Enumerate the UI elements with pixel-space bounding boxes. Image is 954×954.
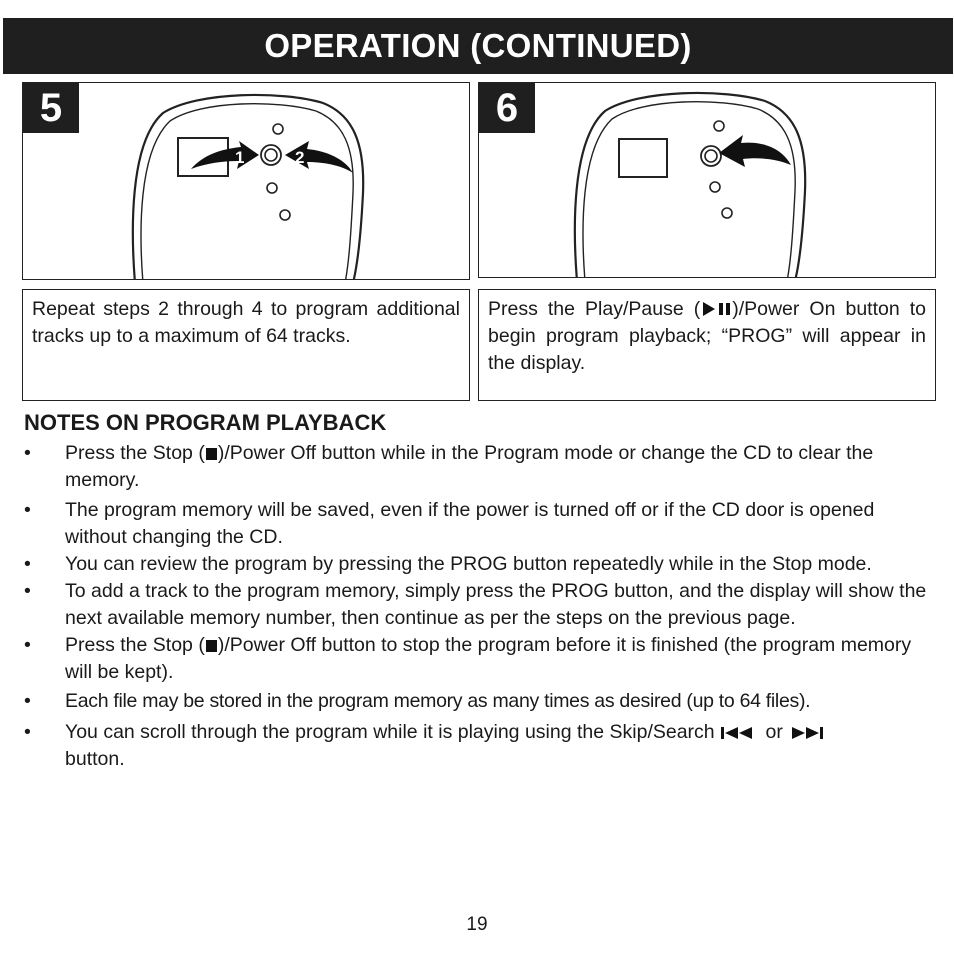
skip-back-icon bbox=[720, 726, 760, 740]
step-5-illustration bbox=[22, 82, 470, 280]
arrow-icon bbox=[719, 135, 791, 167]
button-icon bbox=[265, 149, 277, 161]
button-icon bbox=[267, 183, 277, 193]
step-6-text-before: Press the Play/Pause ( bbox=[488, 298, 701, 320]
play-pause-icon bbox=[700, 301, 732, 317]
bullet-icon: • bbox=[24, 690, 31, 712]
stop-icon bbox=[205, 639, 218, 653]
player-outline-inner bbox=[141, 104, 353, 280]
list-item: • To add a track to the program memory, simply press the PROG button, and the display will show the next available memory number, then continue as per the steps on the previous page. bbox=[24, 580, 927, 629]
button-icon bbox=[705, 150, 717, 162]
list-item: • You can scroll through the program while it is playing using the Skip/Search or button. bbox=[24, 719, 938, 773]
page-title: OPERATION (CONTINUED) bbox=[264, 27, 692, 64]
list-item: • The program memory will be saved, even if the power is turned off or if the CD door is opened without changing the CD. bbox=[24, 499, 875, 548]
list-item: • Press the Stop ( )/Power Off button to stop the program before it is finished (the program memory will be kept). bbox=[24, 634, 912, 683]
arrow-left-icon bbox=[191, 141, 259, 169]
step-5-text bbox=[22, 289, 470, 401]
bullet-icon: • bbox=[24, 442, 31, 464]
skip-forward-icon bbox=[788, 726, 828, 740]
step-5-description: Repeat steps 2 through 4 to program additional tracks up to a maximum of 64 tracks. bbox=[32, 298, 460, 347]
player-outline-inner bbox=[583, 102, 795, 278]
list-item: • Press the Stop ( )/Power Off button while in the Program mode or change the CD to clear the memory. bbox=[24, 442, 874, 491]
button-icon bbox=[261, 145, 281, 165]
bullet-icon: • bbox=[24, 553, 31, 575]
bullet-icon: • bbox=[24, 634, 31, 656]
notes-list bbox=[24, 440, 938, 773]
page-number: 19 bbox=[466, 914, 488, 935]
callout-2: 2 bbox=[295, 148, 305, 167]
step-number: 6 bbox=[479, 83, 535, 133]
list-item: • You can review the program by pressing the PROG button repeatedly while in the Stop mode. bbox=[24, 551, 938, 578]
bullet-icon: • bbox=[24, 499, 31, 521]
callout-1: 1 bbox=[235, 148, 245, 167]
bullet-icon: • bbox=[24, 721, 31, 743]
step-6-text-after: )/Power On button to begin program playback; “PROG” will appear in the display. bbox=[488, 298, 926, 374]
display-window bbox=[619, 139, 667, 177]
step-6-illustration bbox=[478, 82, 936, 278]
stop-icon bbox=[205, 447, 218, 461]
button-icon bbox=[710, 182, 720, 192]
list-item: • Each file may be stored in the program memory as many times as desired (up to 64 files). bbox=[24, 688, 938, 715]
play-pause-button-icon bbox=[701, 146, 721, 166]
cd-player-illustration-6 bbox=[479, 83, 936, 278]
step-6-text bbox=[478, 289, 936, 401]
button-icon bbox=[273, 124, 283, 134]
bullet-icon: • bbox=[24, 580, 31, 602]
button-icon bbox=[714, 121, 724, 131]
button-icon bbox=[722, 208, 732, 218]
header-bar bbox=[3, 18, 953, 74]
button-icon bbox=[280, 210, 290, 220]
notes-title: NOTES ON PROGRAM PLAYBACK bbox=[24, 410, 387, 435]
cd-player-illustration-5 bbox=[23, 83, 470, 280]
step-number: 5 bbox=[23, 83, 79, 133]
